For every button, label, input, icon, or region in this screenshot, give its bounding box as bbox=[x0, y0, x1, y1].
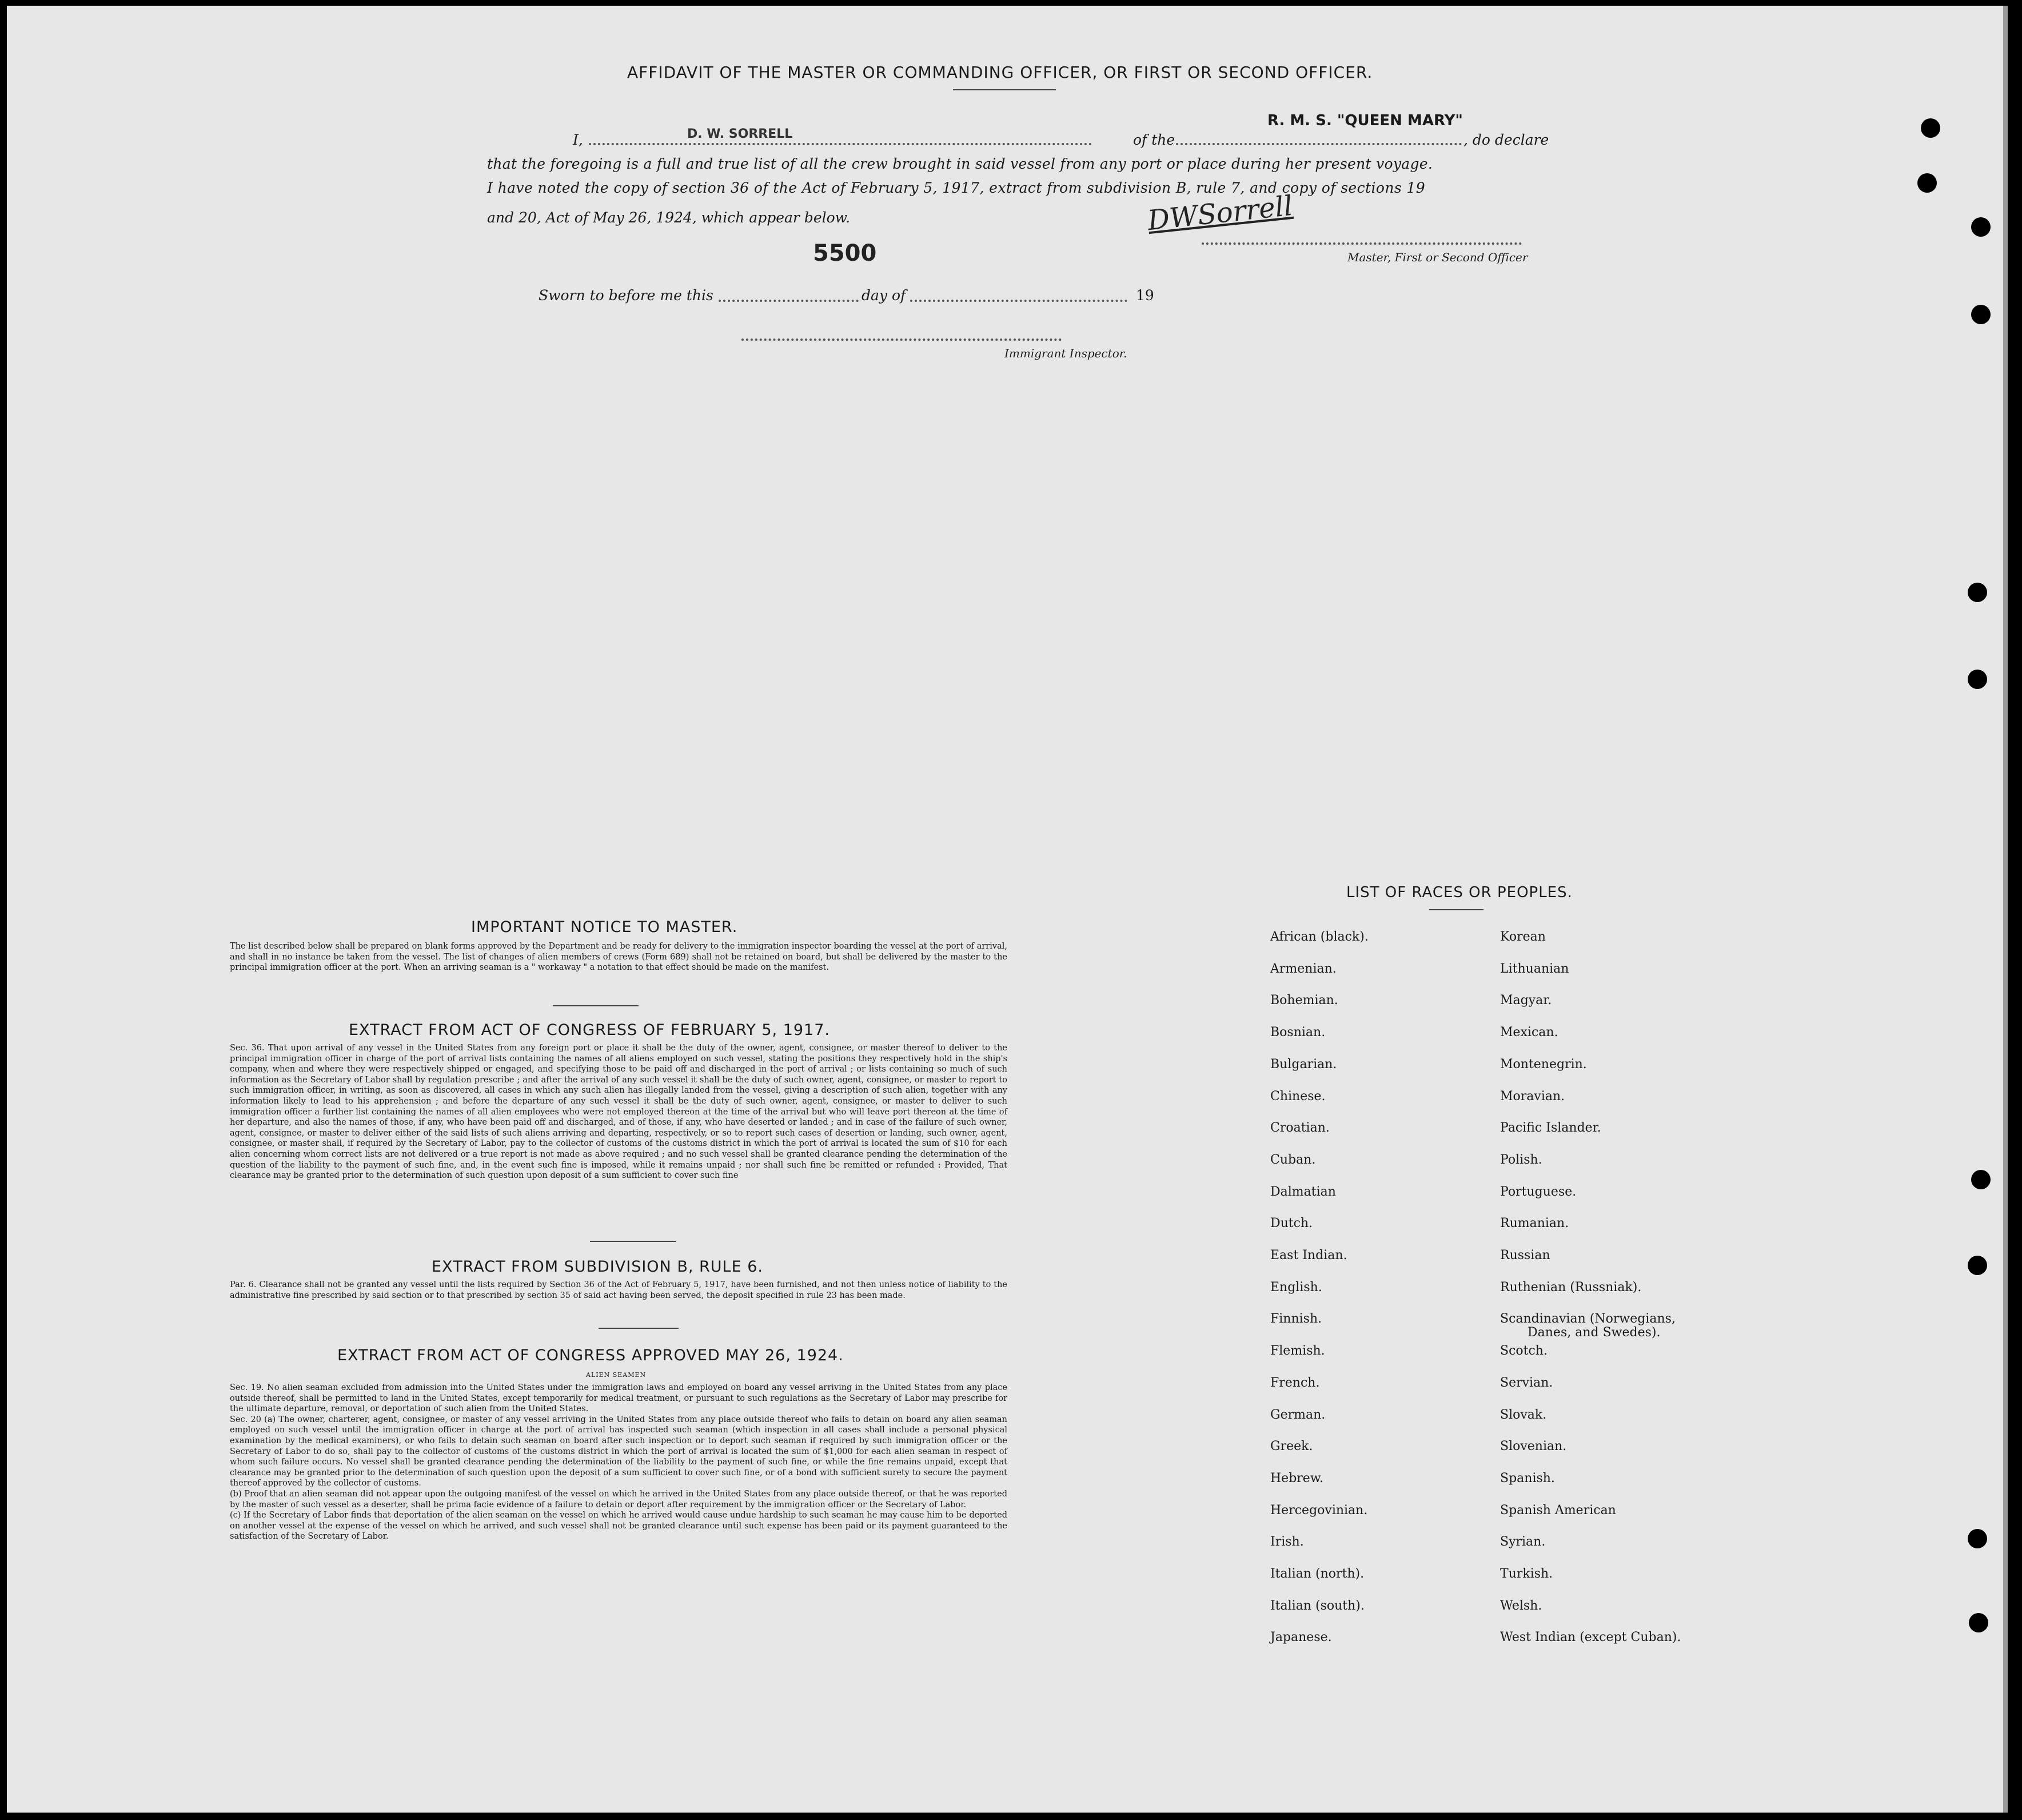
race-item: Dutch. bbox=[1270, 1216, 1313, 1231]
race-item: Moravian. bbox=[1500, 1089, 1565, 1104]
race-item: Hebrew. bbox=[1270, 1471, 1324, 1486]
extract-1917-title: EXTRACT FROM ACT OF CONGRESS OF FEBRUARY 5, 1917. bbox=[349, 1021, 830, 1039]
master-signature: DWSorrell bbox=[1146, 189, 1294, 237]
sworn-prefix: Sworn to before me this bbox=[539, 287, 713, 304]
notice-text bbox=[230, 941, 1007, 973]
sec20a-paragraph: Sec. 20 (a) The owner, charterer, agent, consignee, or master of any vessel arriving in the United States from any place outside thereof who fails to detain on board any alien seaman employed on such vessel until the immigration officer in charge at the port of arrival has inspected such seaman (which inspection in all cases shall include a personal physical examination by the medical examiners), or who fails to detain such seaman on board after such inspection or to deport such seaman if required by such immigration officer or the Secretary of Labor to do so, shall pay to the collector of customs of the customs district in which the port of arrival is located the sum of $1,000 for each alien seaman in respect of whom such failure occurs. No vessel shall be granted clearance pending the determination of the liability to the payment of such fine, or while the fine remains unpaid, except that clearance may be granted prior to the determination of such question upon the deposit of a sum sufficient to cover such fine, or of a bond with sufficient surety to secure the payment thereof approved by the collector of customs. bbox=[230, 1415, 1007, 1488]
race-item: Servian. bbox=[1500, 1375, 1553, 1390]
race-item: Bohemian. bbox=[1270, 993, 1338, 1008]
binder-hole bbox=[1968, 670, 1987, 689]
race-item: Scotch. bbox=[1500, 1344, 1548, 1359]
race-item: Slovak. bbox=[1500, 1407, 1547, 1422]
races-title-rule bbox=[1429, 909, 1483, 910]
race-item: Bulgarian. bbox=[1270, 1057, 1337, 1072]
race-item: West Indian (except Cuban). bbox=[1500, 1630, 1681, 1645]
extract-1917-rule bbox=[590, 1241, 676, 1242]
sec19-paragraph: Sec. 19. No alien seaman excluded from admission into the United States under the immigration laws and employed on board any vessel arriving in the United States from any place outside thereof, shall be permitted to land in the United States, except temporarily for medical treatment, or pursuant to such regulations as the Secretary of Labor may prescribe for the ultimate departure, removal, or deportation of such alien from the United States. bbox=[230, 1383, 1007, 1414]
signature-line bbox=[1202, 242, 1522, 245]
race-item: Mexican. bbox=[1500, 1025, 1558, 1040]
notice-paragraph: The list described below shall be prepared on blank forms approved by the Department and be ready for delivery to the immigration inspector boarding the vessel at the port of arrival, and shall in no instance be taken from the vessel. The list of changes of alien members of crews (Form 689) shall not be retained on board, but shall be delivered by the master to the principal immigration officer at the port. When an arriving seaman is a " workaway " a notation to that effect should be made on the manifest. bbox=[230, 942, 1007, 973]
extract-rule6-text bbox=[230, 1280, 1007, 1301]
race-item: Italian (north). bbox=[1270, 1567, 1365, 1581]
sworn-day-field bbox=[719, 300, 859, 302]
binder-hole bbox=[1921, 118, 1940, 138]
race-item: Irish. bbox=[1270, 1535, 1304, 1550]
binder-hole bbox=[1971, 305, 1991, 324]
binder-hole bbox=[1968, 1256, 1987, 1275]
race-item: Bosnian. bbox=[1270, 1025, 1326, 1040]
affidavit-line1-suffix: , do declare bbox=[1463, 132, 1549, 148]
extract-rule6-rule bbox=[599, 1328, 679, 1329]
officer-name-field bbox=[589, 143, 1092, 145]
extract-1924-title: EXTRACT FROM ACT OF CONGRESS APPROVED MAY 26, 1924. bbox=[337, 1347, 844, 1364]
extract-1924-text bbox=[230, 1383, 1007, 1542]
race-item: Spanish. bbox=[1500, 1471, 1555, 1486]
inspector-caption: Immigrant Inspector. bbox=[1004, 347, 1127, 360]
race-item: Russian bbox=[1500, 1248, 1550, 1263]
affidavit-line1-of-the: of the bbox=[1133, 132, 1175, 148]
affidavit-line4: and 20, Act of May 26, 1924, which appear below. bbox=[487, 209, 851, 226]
race-item: Spanish American bbox=[1500, 1503, 1616, 1518]
race-item: Lithuanian bbox=[1500, 961, 1569, 976]
race-item: Cuban. bbox=[1270, 1152, 1316, 1167]
officer-name-stamp: D. W. SORRELL bbox=[687, 127, 793, 141]
binder-hole bbox=[1968, 583, 1987, 602]
race-item: Scandinavian (Norwegians, bbox=[1500, 1312, 1676, 1327]
race-item: Portuguese. bbox=[1500, 1184, 1577, 1199]
binder-hole bbox=[1971, 217, 1991, 237]
race-item: Armenian. bbox=[1270, 961, 1337, 976]
race-item: Ruthenian (Russniak). bbox=[1500, 1280, 1642, 1295]
vessel-stamp: R. M. S. "QUEEN MARY" bbox=[1267, 112, 1463, 129]
race-item: French. bbox=[1270, 1375, 1320, 1390]
race-item: Danes, and Swedes). bbox=[1528, 1325, 1661, 1340]
race-item: African (black). bbox=[1270, 930, 1369, 944]
page-edge-shadow bbox=[2003, 6, 2008, 1813]
binder-hole bbox=[1971, 1170, 1991, 1189]
binder-hole bbox=[1969, 1613, 1988, 1632]
affidavit-line2: that the foregoing is a full and true list of all the crew brought in said vessel from any port or place during her present voyage. bbox=[487, 156, 1433, 172]
sworn-month-field bbox=[910, 300, 1127, 302]
extract-rule6-title: EXTRACT FROM SUBDIVISION B, RULE 6. bbox=[432, 1258, 763, 1276]
race-item: Turkish. bbox=[1500, 1567, 1553, 1581]
race-item: East Indian. bbox=[1270, 1248, 1347, 1263]
affidavit-line1-prefix: I, bbox=[573, 132, 583, 148]
race-item: Dalmatian bbox=[1270, 1184, 1336, 1199]
race-item: Italian (south). bbox=[1270, 1598, 1365, 1613]
sec20b-paragraph: (b) Proof that an alien seaman did not appear upon the outgoing manifest of the vessel on which he arrived in the United States from any place outside thereof, or that he was reported by the master of such vessel as a deserter, shall be prima facie evidence of a failure to detain or deport after requirement by the immigration officer or the Secretary of Labor. bbox=[230, 1489, 1007, 1510]
notice-title: IMPORTANT NOTICE TO MASTER. bbox=[471, 918, 738, 936]
race-item: Montenegrin. bbox=[1500, 1057, 1587, 1072]
race-item: Korean bbox=[1500, 930, 1546, 944]
race-item: German. bbox=[1270, 1407, 1326, 1422]
sworn-day: day of bbox=[862, 287, 906, 304]
race-item: Polish. bbox=[1500, 1152, 1542, 1167]
vessel-name-field bbox=[1176, 143, 1462, 145]
stamp-number: 5500 bbox=[813, 240, 877, 266]
races-title: LIST OF RACES OR PEOPLES. bbox=[1346, 884, 1573, 901]
alien-seamen-subtitle: ALIEN SEAMEN bbox=[586, 1371, 647, 1379]
race-item: Syrian. bbox=[1500, 1535, 1546, 1550]
race-item: Rumanian. bbox=[1500, 1216, 1569, 1231]
race-item: Hercegovinian. bbox=[1270, 1503, 1368, 1518]
race-item: Pacific Islander. bbox=[1500, 1121, 1601, 1136]
signature-caption: Master, First or Second Officer bbox=[1347, 250, 1528, 264]
race-item: Slovenian. bbox=[1500, 1439, 1567, 1454]
binder-hole bbox=[1968, 1529, 1987, 1548]
race-item: Welsh. bbox=[1500, 1598, 1542, 1613]
race-item: Japanese. bbox=[1270, 1630, 1332, 1645]
affidavit-title: AFFIDAVIT OF THE MASTER OR COMMANDING OFFICER, OR FIRST OR SECOND OFFICER. bbox=[627, 63, 1373, 82]
extract-1917-paragraph: Sec. 36. That upon arrival of any vessel in the United States from any foreign port or place it shall be the duty of the owner, agent, consignee, or master thereof to deliver to the principal immigration officer in charge of the port of arrival lists containing the names of all aliens employed on such vessel, stating the positions they respectively hold in the ship's company, when and where they were respectively shipped or engaged, and specifying those to be paid off and discharged in the port of arrival ; or lists containing so much of such information as the Secretary of Labor shall by regulation prescribe ; and after the arrival of any such vessel it shall be the duty of such owner, agent, consignee, or master to report to such immigration officer, in writing, as soon as discovered, all cases in which any such alien has illegally landed from the vessel, giving a description of such alien, together with any information likely to lead to his apprehension ; and before the departure of any such vessel it shall be the duty of such owner, agent, consignee, or master to deliver to such immigration officer a further list containing the names of all alien employees who were not employed thereon at the time of the arrival but who will leave port thereon at the time of her departure, and also the names of those, if any, who have been paid off and discharged, and of those, if any, who have deserted or landed ; and in case of the failure of such owner, agent, consignee, or master to deliver either of the said lists of such aliens arriving and departing, respectively, or so to report such cases of desertion or landing, such owner, agent, consignee, or master shall, if required by the Secretary of Labor, pay to the collector of customs of the customs district in which the port of arrival is located the sum of $10 for each alien concerning whom correct lists are not delivered or a true report is not made as above required ; and no such vessel shall be granted clearance pending the determination of the question of the liability to the payment of such fine, and, in the event such fine is imposed, while it remains unpaid ; nor shall such fine be remitted or refunded : Provided, That clearance may be granted prior to the determination of such question upon deposit of a sum sufficient to cover such fine bbox=[230, 1044, 1007, 1181]
extract-1917-text bbox=[230, 1043, 1007, 1181]
binder-hole bbox=[1917, 173, 1937, 193]
notice-rule bbox=[553, 1005, 639, 1006]
extract-rule6-paragraph: Par. 6. Clearance shall not be granted any vessel until the lists required by Section 36 of the Act of February 5, 1917, have been furnished, and not then unless notice of liability to the administrative fine prescribed by said section or to that prescribed by section 35 of said act having been served, the deposit specified in rule 23 has been made. bbox=[230, 1280, 1007, 1300]
document-page bbox=[7, 6, 2008, 1813]
race-item: Flemish. bbox=[1270, 1344, 1325, 1359]
race-item: Chinese. bbox=[1270, 1089, 1326, 1104]
affidavit-line3: I have noted the copy of section 36 of the Act of February 5, 1917, extract from subdivision B, rule 7, and copy of sections 19 bbox=[487, 180, 1426, 196]
inspector-signature-line bbox=[741, 338, 1062, 341]
sec20c-paragraph: (c) If the Secretary of Labor finds that deportation of the alien seaman on the vessel on which he arrived would cause undue hardship to such seaman he may cause him to be deported on another vessel at the expense of the vessel on which he arrived, and such vessel shall not be granted clearance until such expense has been paid or its payment guaranteed to the satisfaction of the Secretary of Labor. bbox=[230, 1511, 1007, 1542]
race-item: Croatian. bbox=[1270, 1121, 1330, 1136]
race-item: English. bbox=[1270, 1280, 1322, 1295]
race-item: Greek. bbox=[1270, 1439, 1313, 1454]
affidavit-title-rule bbox=[953, 89, 1056, 90]
race-item: Finnish. bbox=[1270, 1312, 1322, 1327]
sworn-year: 19 bbox=[1136, 287, 1154, 304]
race-item: Magyar. bbox=[1500, 993, 1552, 1008]
